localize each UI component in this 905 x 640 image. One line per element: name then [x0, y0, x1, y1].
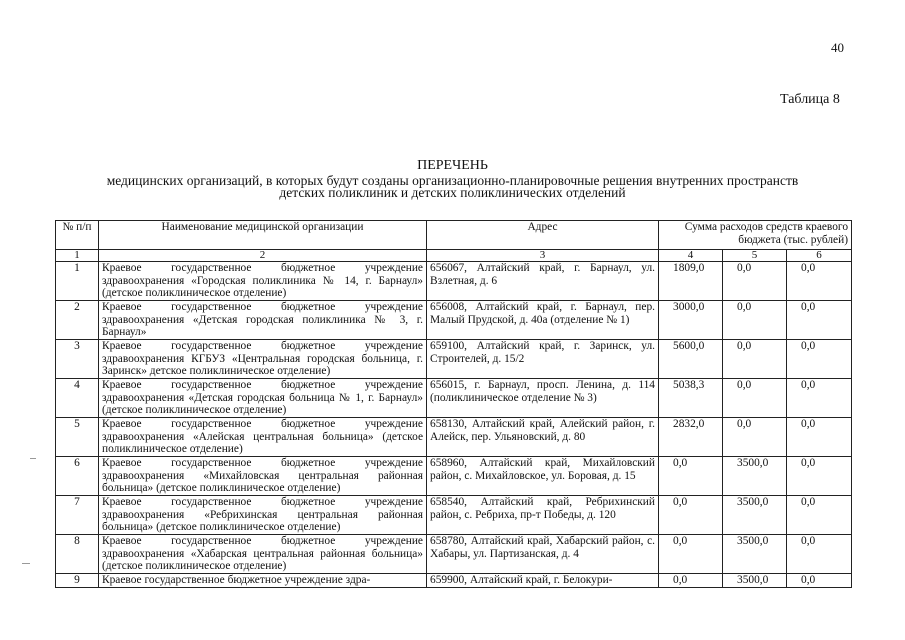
row-number-cell: 3	[56, 340, 99, 379]
amount-col4-cell: 5038,3	[659, 379, 723, 418]
amount-col6-cell: 0,0	[787, 418, 852, 457]
organization-name-cell: Краевое государственное бюджетное учреждение здравоохранения КГБУЗ «Центральная городская больница, г. Заринск» детское поликлиническое отделение)	[99, 340, 427, 379]
table-row	[56, 496, 852, 535]
table-label: Таблица 8	[780, 92, 840, 107]
table-row	[56, 574, 852, 588]
organization-name-cell: Краевое государственное бюджетное учреждение здра-	[99, 574, 427, 588]
amount-col6-cell: 0,0	[787, 301, 852, 340]
amount-col5-cell: 3500,0	[723, 574, 787, 588]
table-row	[56, 340, 852, 379]
index-cell: 6	[787, 250, 852, 262]
amount-col5-cell: 0,0	[723, 340, 787, 379]
amount-col6-cell: 0,0	[787, 535, 852, 574]
address-cell: 656015, г. Барнаул, просп. Ленина, д. 114 (поликлиническое отделение № 3)	[427, 379, 659, 418]
amount-col4-cell: 1809,0	[659, 262, 723, 301]
address-cell: 658540, Алтайский край, Ребрихинский район, с. Ребриха, пр-т Победы, д. 120	[427, 496, 659, 535]
header-num: № п/п	[56, 221, 99, 250]
organization-name-cell: Краевое государственное бюджетное учреждение здравоохранения «Детская городская больница № 1, г. Барнаул» (детское поликлиническое отделение)	[99, 379, 427, 418]
row-number-cell: 2	[56, 301, 99, 340]
scan-mark	[22, 563, 30, 564]
table-row	[56, 379, 852, 418]
address-cell: 658960, Алтайский край, Михайловский район, с. Михайловское, ул. Боровая, д. 15	[427, 457, 659, 496]
amount-col5-cell: 0,0	[723, 301, 787, 340]
document-subtitle	[40, 175, 865, 199]
amount-col4-cell: 5600,0	[659, 340, 723, 379]
table-header-row	[56, 221, 852, 250]
amount-col5-cell: 3500,0	[723, 535, 787, 574]
row-number-cell: 6	[56, 457, 99, 496]
row-number-cell: 1	[56, 262, 99, 301]
index-cell: 5	[723, 250, 787, 262]
organization-name-cell: Краевое государственное бюджетное учреждение здравоохранения «Хабарская центральная районная больница» (детское поликлиническое отделение)	[99, 535, 427, 574]
index-cell: 2	[99, 250, 427, 262]
amount-col6-cell: 0,0	[787, 262, 852, 301]
scan-mark	[30, 458, 36, 459]
index-cell: 4	[659, 250, 723, 262]
page-number: 40	[831, 40, 844, 55]
header-sum: Сумма расходов средств краевого бюджета (тыс. рублей)	[659, 221, 852, 250]
row-number-cell: 4	[56, 379, 99, 418]
table-row	[56, 535, 852, 574]
amount-col5-cell: 0,0	[723, 418, 787, 457]
amount-col5-cell: 0,0	[723, 262, 787, 301]
amount-col4-cell: 3000,0	[659, 301, 723, 340]
address-cell: 658130, Алтайский край, Алейский район, г. Алейск, пер. Ульяновский, д. 80	[427, 418, 659, 457]
table-row	[56, 418, 852, 457]
address-cell: 658780, Алтайский край, Хабарский район, с. Хабары, ул. Партизанская, д. 4	[427, 535, 659, 574]
amount-col4-cell: 2832,0	[659, 418, 723, 457]
subtitle-line-1: медицинских организаций, в которых будут созданы организационно-планировочные решения внутренних пространств	[106, 173, 799, 188]
address-cell: 659100, Алтайский край, г. Заринск, ул. Строителей, д. 15/2	[427, 340, 659, 379]
amount-col4-cell: 0,0	[659, 535, 723, 574]
address-cell: 656008, Алтайский край, г. Барнаул, пер. Малый Прудской, д. 40а (отделение № 1)	[427, 301, 659, 340]
row-number-cell: 9	[56, 574, 99, 588]
amount-col5-cell: 3500,0	[723, 496, 787, 535]
organization-name-cell: Краевое государственное бюджетное учреждение здравоохранения «Городская поликлиника № 14, г. Барнаул» (детское поликлиническое отделение)	[99, 262, 427, 301]
subtitle-line-2: детских поликлиник и детских поликлинических отделений	[279, 185, 626, 200]
amount-col6-cell: 0,0	[787, 340, 852, 379]
amount-col5-cell: 0,0	[723, 379, 787, 418]
row-number-cell: 7	[56, 496, 99, 535]
column-index-row	[56, 250, 852, 262]
document-title: ПЕРЕЧЕНЬ	[417, 158, 488, 173]
amount-col6-cell: 0,0	[787, 496, 852, 535]
amount-col4-cell: 0,0	[659, 496, 723, 535]
organization-name-cell: Краевое государственное бюджетное учреждение здравоохранения «Ребрихинская центральная районная больница» (детское поликлиническое отделение)	[99, 496, 427, 535]
amount-col6-cell: 0,0	[787, 457, 852, 496]
table-row	[56, 301, 852, 340]
organization-name-cell: Краевое государственное бюджетное учреждение здравоохранения «Михайловская центральная районная больница» (детское поликлиническое отделение)	[99, 457, 427, 496]
address-cell: 659900, Алтайский край, г. Белокури-	[427, 574, 659, 588]
organizations-table	[55, 220, 852, 588]
row-number-cell: 8	[56, 535, 99, 574]
amount-col4-cell: 0,0	[659, 574, 723, 588]
table-row	[56, 457, 852, 496]
amount-col6-cell: 0,0	[787, 574, 852, 588]
amount-col5-cell: 3500,0	[723, 457, 787, 496]
organization-name-cell: Краевое государственное бюджетное учреждение здравоохранения «Детская городская поликлиника № 3, г. Барнаул»	[99, 301, 427, 340]
header-address: Адрес	[427, 221, 659, 250]
amount-col6-cell: 0,0	[787, 379, 852, 418]
address-cell: 656067, Алтайский край, г. Барнаул, ул. Взлетная, д. 6	[427, 262, 659, 301]
table-row	[56, 262, 852, 301]
organization-name-cell: Краевое государственное бюджетное учреждение здравоохранения «Алейская центральная больница» (детское поликлиническое отделение)	[99, 418, 427, 457]
header-name: Наименование медицинской организации	[99, 221, 427, 250]
row-number-cell: 5	[56, 418, 99, 457]
index-cell: 1	[56, 250, 99, 262]
amount-col4-cell: 0,0	[659, 457, 723, 496]
index-cell: 3	[427, 250, 659, 262]
